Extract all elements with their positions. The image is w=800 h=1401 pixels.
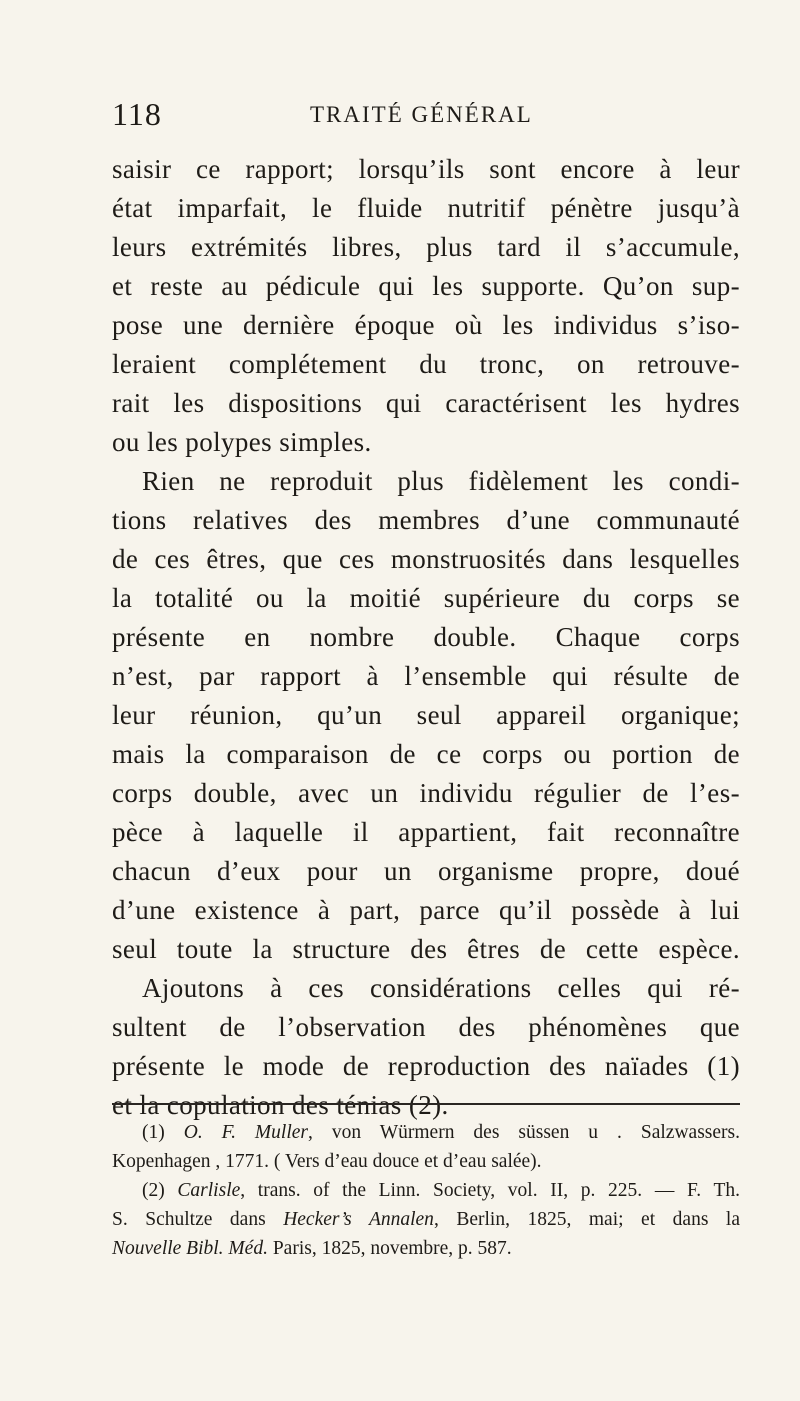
text-line: seul toute la structure des êtres de cette espèce. bbox=[112, 934, 740, 964]
text-line: chacun d’eux pour un organisme propre, doué bbox=[112, 856, 740, 886]
footnote-2-end bbox=[112, 1234, 740, 1263]
journal-title: Hecker’s Annalen bbox=[283, 1209, 434, 1230]
page-number: 118 bbox=[112, 96, 162, 132]
text-line: ou les polypes simples. bbox=[112, 427, 372, 457]
body-text bbox=[112, 150, 740, 1125]
footnote-text: S. Schultze dans bbox=[112, 1209, 284, 1230]
text-line: leurs extrémités libres, plus tard il s’accumule, bbox=[112, 232, 740, 262]
footnote-author: O. F. Muller bbox=[183, 1122, 308, 1143]
footnote-2 bbox=[112, 1176, 740, 1205]
footnote-marker: (1) bbox=[142, 1122, 165, 1143]
text-line: Rien ne reproduit plus fidèlement les condi- bbox=[142, 466, 740, 496]
text-line: leur réunion, qu’un seul appareil organique; bbox=[112, 700, 740, 730]
footnote-1 bbox=[112, 1118, 740, 1147]
text-line: rait les dispositions qui caractérisent les hydres bbox=[112, 388, 740, 418]
text-line: et la copulation des ténias (2). bbox=[112, 1090, 449, 1120]
text-line: pèce à laquelle il appartient, fait reconnaître bbox=[112, 817, 740, 847]
footnote-divider bbox=[112, 1103, 740, 1105]
footnote-text: Paris, 1825, novembre, p. 587. bbox=[267, 1238, 512, 1259]
text-line: saisir ce rapport; lorsqu’ils sont encore à leur bbox=[112, 154, 740, 184]
footnote-marker: (2) bbox=[142, 1180, 165, 1201]
page-header bbox=[112, 96, 740, 136]
footnote-1-continued: Kopenhagen , 1771. ( Vers d’eau douce et d’eau salée). bbox=[112, 1151, 542, 1172]
text-line: pose une dernière époque où les individus s’iso- bbox=[112, 310, 740, 340]
text-line: mais la comparaison de ce corps ou portion de bbox=[112, 739, 740, 769]
text-line: corps double, avec un individu régulier de l’es- bbox=[112, 778, 740, 808]
footnotes bbox=[112, 1118, 740, 1263]
text-line: et reste au pédicule qui les supporte. Qu’on sup- bbox=[112, 271, 740, 301]
footnote-text: , trans. of the Linn. Society, vol. II, p. 225. — F. Th. bbox=[240, 1180, 740, 1201]
text-line: présente en nombre double. Chaque corps bbox=[112, 622, 740, 652]
text-line: Ajoutons à ces considérations celles qui ré- bbox=[142, 973, 740, 1003]
text-line: la totalité ou la moitié supérieure du corps se bbox=[112, 583, 740, 613]
footnote-text: , Berlin, 1825, mai; et dans la bbox=[433, 1209, 741, 1230]
running-title: TRAITÉ GÉNÉRAL bbox=[310, 102, 533, 127]
text-line: leraient complétement du tronc, on retrouve- bbox=[112, 349, 740, 379]
journal-title: Nouvelle Bibl. Méd. bbox=[112, 1238, 268, 1259]
footnote-2-continued bbox=[112, 1205, 740, 1234]
footnote-author: Carlisle bbox=[177, 1180, 241, 1201]
text-line: état imparfait, le fluide nutritif pénètre jusqu’à bbox=[112, 193, 740, 223]
text-line: sultent de l’observation des phénomènes que bbox=[112, 1012, 740, 1042]
footnote-text: , von Würmern des süssen u . Salzwassers. bbox=[308, 1122, 740, 1143]
text-line: présente le mode de reproduction des naïades (1) bbox=[112, 1051, 740, 1081]
text-line: d’une existence à part, parce qu’il possède à lui bbox=[112, 895, 740, 925]
text-line: n’est, par rapport à l’ensemble qui résulte de bbox=[112, 661, 740, 691]
text-line: de ces êtres, que ces monstruosités dans lesquelles bbox=[112, 544, 740, 574]
text-line: tions relatives des membres d’une communauté bbox=[112, 505, 740, 535]
